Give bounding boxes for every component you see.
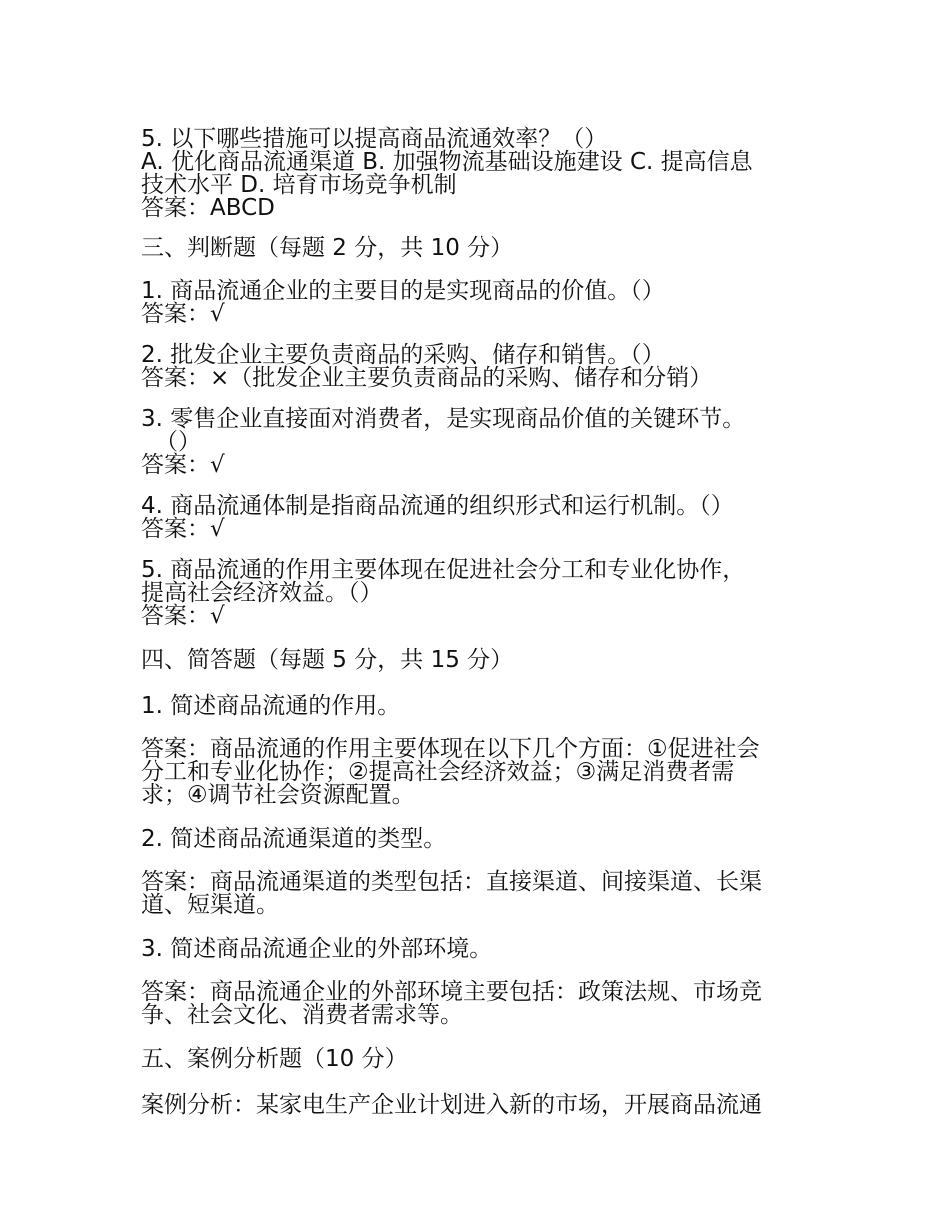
tf-question-5	[141, 559, 821, 628]
sa-question-1: 1. 简述商品流通的作用。	[141, 693, 401, 719]
sa-answer-1: 答案：商品流通的作用主要体现在以下几个方面：①促进社会 分工和专业化协作；②提高社会经济效益；③满足消费者需 求；④调节社会资源配置。	[141, 736, 760, 808]
options-text: A. 优化商品流通渠道 B. 加强物流基础设施建设 C. 提高信息	[141, 149, 753, 175]
answer-text: 答案：ABCD	[141, 195, 275, 221]
tf-question-3	[141, 408, 821, 477]
question-text: 5. 以下哪些措施可以提高商品流通效率？（）	[141, 126, 608, 152]
answer-text: 答案：√	[141, 301, 225, 327]
question-text: 提高社会经济效益。（）	[141, 580, 383, 606]
section-heading-short-answer: 四、简答题（每题 5 分，共 15 分）	[141, 647, 514, 673]
question-text: 1. 商品流通企业的主要目的是实现商品的价值。（）	[141, 278, 665, 304]
sa-question-2: 2. 简述商品流通渠道的类型。	[141, 826, 447, 852]
sa-answer-2: 答案：商品流通渠道的类型包括：直接渠道、间接渠道、长渠 道、短渠道。	[141, 869, 762, 918]
question-text: 2. 批发企业主要负责商品的采购、储存和销售。（）	[141, 342, 665, 368]
question-text: 4. 商品流通体制是指商品流通的组织形式和运行机制。（）	[141, 493, 734, 519]
mc-question-5	[141, 128, 821, 220]
sa-answer-3: 答案：商品流通企业的外部环境主要包括：政策法规、市场竞 争、社会文化、消费者需求等。	[141, 979, 762, 1028]
tf-question-2	[141, 344, 821, 390]
sa-question-3: 3. 简述商品流通企业的外部环境。	[141, 936, 493, 962]
answer-text: 答案：√	[141, 603, 225, 629]
case-analysis-text: 案例分析：某家电生产企业计划进入新的市场，开展商品流通	[141, 1092, 762, 1118]
section-heading-true-false: 三、判断题（每题 2 分，共 10 分）	[141, 235, 514, 261]
answer-text: 答案：√	[141, 516, 225, 542]
question-text: 3. 零售企业直接面对消费者，是实现商品价值的关键环节。	[141, 406, 746, 432]
tf-question-1	[141, 280, 821, 326]
section-heading-case-analysis: 五、案例分析题（10 分）	[141, 1046, 408, 1072]
question-text: 5. 商品流通的作用主要体现在促进社会分工和专业化协作，	[141, 557, 746, 583]
document-content	[141, 128, 821, 1133]
answer-text: 答案：×（批发企业主要负责商品的采购、储存和分销）	[141, 365, 713, 391]
options-text: 技术水平 D. 培育市场竞争机制	[141, 172, 457, 198]
tf-question-4	[141, 495, 821, 541]
question-text: （）	[155, 429, 201, 455]
answer-text: 答案：√	[141, 452, 225, 478]
